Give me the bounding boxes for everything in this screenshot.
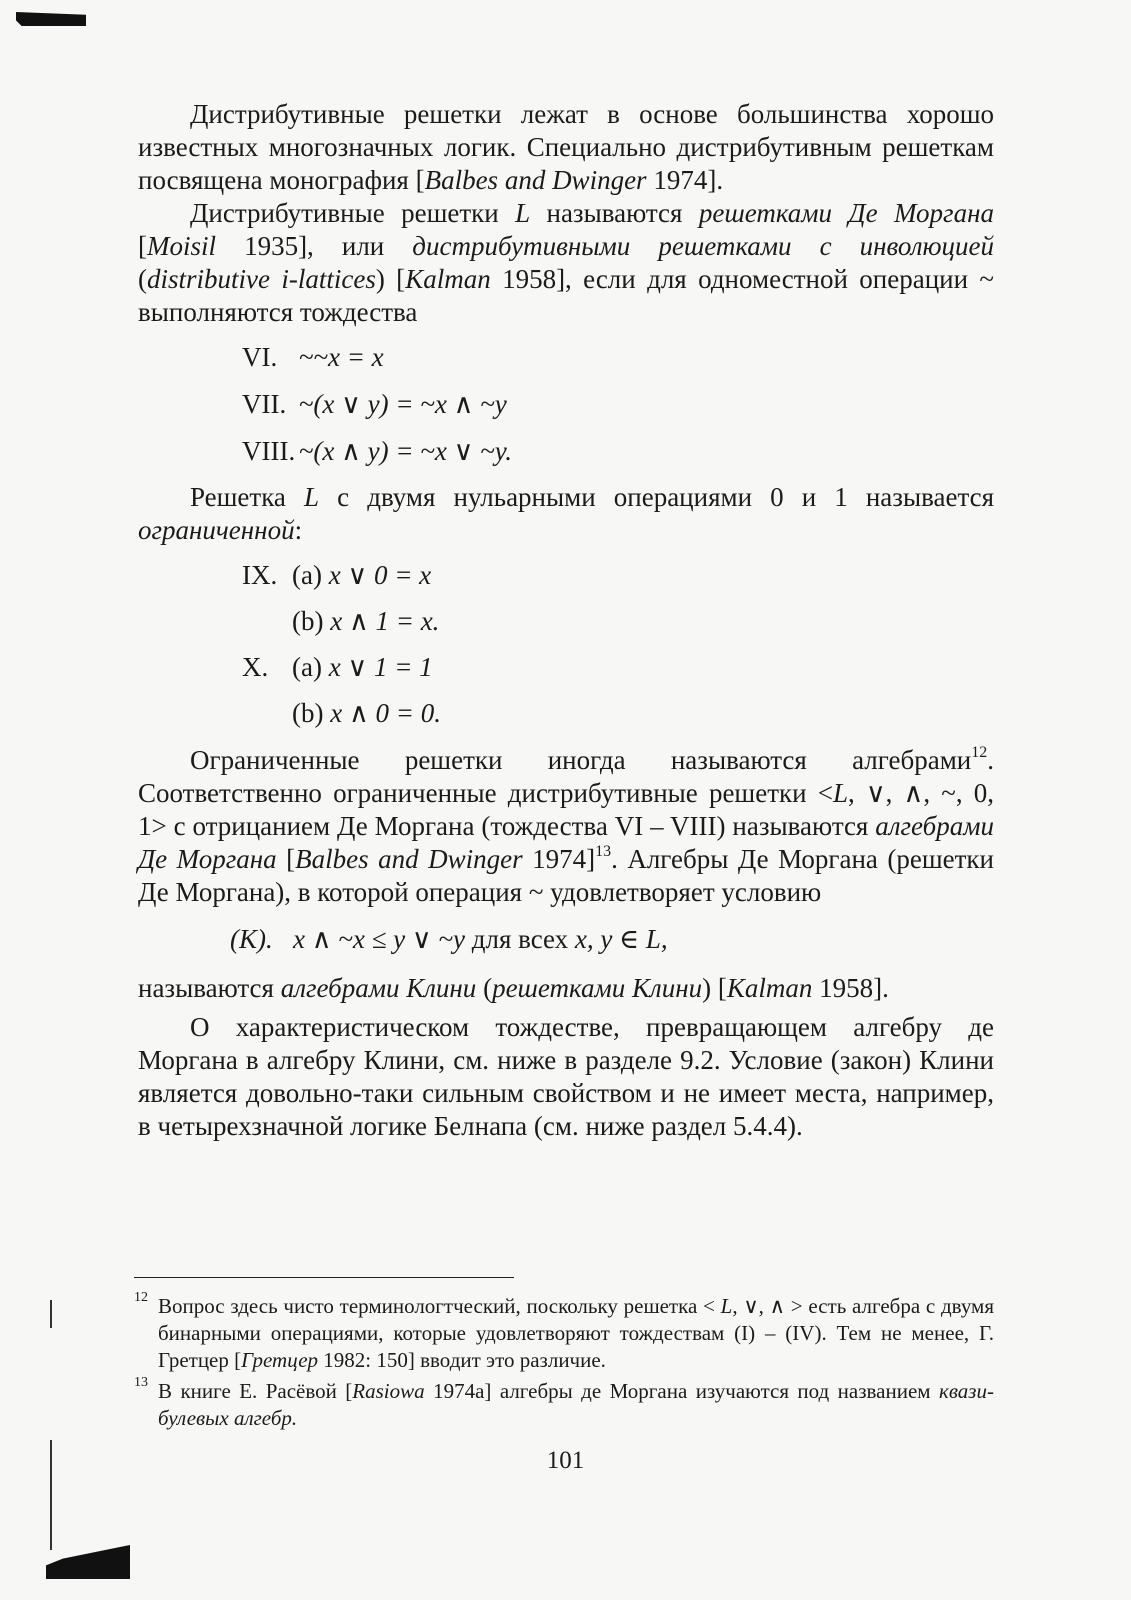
text: Решетка [190, 482, 305, 512]
text: ( [476, 973, 493, 1003]
formula-expression: ~~x = x [298, 342, 384, 372]
text: , ∨, ∧, ~, 0, 1> с отрицанием Де Моргана (тождества VI – VIII) называются [138, 778, 994, 841]
formula-label: VIII. [242, 436, 296, 466]
footnote-ref[interactable]: 13 [595, 843, 612, 860]
formula-sublabel: (a) [292, 560, 322, 590]
formula-label: IX. [242, 560, 278, 590]
formula-sublabel: (a) [292, 652, 322, 682]
footnote-separator [134, 1277, 514, 1278]
formula-expression: ~(x ∧ y) = ~x ∨ ~y. [298, 436, 512, 466]
text: 1935], или [216, 231, 413, 261]
text: [ [138, 231, 147, 261]
footnote-number: 13 [134, 1375, 148, 1390]
formula-sublabel: (b) [292, 698, 324, 728]
citation: Rasiowa [352, 1379, 425, 1403]
variable: L [832, 778, 848, 808]
text: 1974] [522, 844, 596, 874]
term: ограниченной [138, 515, 295, 545]
formula-vi [242, 341, 994, 374]
citation: Kalman [726, 973, 813, 1003]
identities-vi-viii [242, 341, 994, 468]
text: Вопрос здесь чисто терминологтческий, поскольку решетка < [158, 1294, 721, 1318]
term: дистрибутивными решетками с инволюцией [412, 231, 994, 261]
text: . Соответственно ограниченные дистрибутивные решетки < [138, 745, 994, 808]
citation: Kalman [405, 264, 491, 294]
formula-label: VII. [242, 389, 287, 419]
footnote-12 [134, 1290, 994, 1374]
paragraph-intro [138, 98, 994, 197]
scan-artifact-line [50, 1300, 52, 1328]
text: , ∨, ∧ > есть алгебра с двумя бинарными операциями, которые удовлетворяют тождествам (I) – (IV). Тем не менее, Г. Гретцер [ [158, 1294, 994, 1372]
paragraph-algebras [138, 744, 994, 909]
text: с двумя нульарными операциями 0 и 1 называется [319, 482, 994, 512]
paragraph-bounded [138, 481, 994, 547]
text: Ограниченные решетки иногда называются алгебрами [190, 745, 972, 775]
formula-label: X. [242, 652, 269, 682]
formula-label: VI. [242, 342, 278, 372]
formula-ix-a [242, 559, 994, 592]
text: называются [138, 973, 281, 1003]
formula-label: (K). [230, 924, 273, 954]
footnote-ref[interactable]: 12 [971, 744, 988, 761]
formula-expression: x, y ∈ L, [574, 924, 668, 954]
formula-x-b [242, 697, 994, 730]
text: В книге Е. Расёвой [ [158, 1379, 353, 1403]
text: . Алгебры Де Моргана (решетки Де Моргана), в которой операция ~ удовлетворяет условию [138, 844, 995, 907]
page-number: 101 [546, 1447, 585, 1474]
text: ) [ [375, 264, 406, 294]
paragraph-kleene [138, 972, 994, 1005]
term: distributive i-lattices [147, 264, 376, 294]
formula-vii [242, 388, 994, 421]
citation: Moisil [147, 231, 217, 261]
term: алгебрами Клини [280, 973, 477, 1003]
text: 1982: 150] вводит это различие. [318, 1348, 606, 1372]
scan-artifact-bottom [46, 1545, 130, 1579]
formula-ix-b [242, 605, 994, 638]
page-body [138, 98, 994, 1143]
text: 1958], если для одноместной операции ~ выполняются тождества [138, 264, 995, 327]
citation: Balbes and Dwinger [295, 844, 523, 874]
text: ( [138, 264, 147, 294]
formula-expression: x ∨ 1 = 1 [328, 652, 433, 682]
formula-expression: x ∨ 0 = x [328, 560, 432, 590]
text: : [294, 515, 303, 545]
formula-expression: x ∧ 1 = x. [330, 606, 440, 636]
term: решетками Де Моргана [698, 198, 994, 228]
text: ) [ [702, 973, 727, 1003]
footnote-number: 12 [134, 1290, 148, 1305]
footnote-13 [134, 1375, 994, 1432]
formula-expression: ~(x ∨ y) = ~x ∧ ~y [298, 389, 507, 419]
formula-x-a [242, 651, 994, 684]
formula-sublabel: (b) [292, 606, 324, 636]
term: квази-булевых алгебр. [158, 1379, 994, 1430]
text: 1974]. [646, 165, 724, 195]
text: 1974a] алгебры де Моргана изучаются под названием [424, 1379, 940, 1403]
formula-expression: x ∧ ~x ≤ y ∨ ~y [293, 924, 465, 954]
term: решетками Клини [492, 973, 703, 1003]
citation: Гретцер [241, 1348, 319, 1372]
paragraph-characteristic: О характеристическом тождестве, превращающем алгебру де Моргана в алгебру Клини, см. ниже в разделе 9.2. Условие (закон) Клини является довольно-таки сильным свойством и не имеет места, например, в четырехзначной логике Белнапа (см. ниже раздел 5.4.4). [138, 1012, 994, 1141]
variable: L [720, 1294, 733, 1318]
text: Дистрибутивные решетки [190, 198, 516, 228]
text: [ [276, 844, 296, 874]
term: алгебрами Де Моргана [138, 811, 994, 874]
variable: L [304, 482, 320, 512]
formula-kleene [230, 923, 994, 956]
scan-artifact-top [16, 12, 86, 26]
text: называются [530, 198, 699, 228]
citation: Balbes and Dwinger [424, 165, 647, 195]
footnotes [134, 1290, 994, 1436]
formula-expression: x ∧ 0 = 0. [330, 698, 441, 728]
text: Дистрибутивные решетки лежат в основе большинства хорошо известных многозначных логик. Специально дистрибутивным решеткам посвящена монография [ [138, 99, 994, 195]
identities-ix-x [242, 559, 994, 730]
text: 1958]. [812, 973, 889, 1003]
text: для всех [465, 924, 575, 954]
variable: L [515, 198, 531, 228]
formula-viii [242, 435, 994, 468]
paragraph-de-morgan [138, 197, 994, 329]
